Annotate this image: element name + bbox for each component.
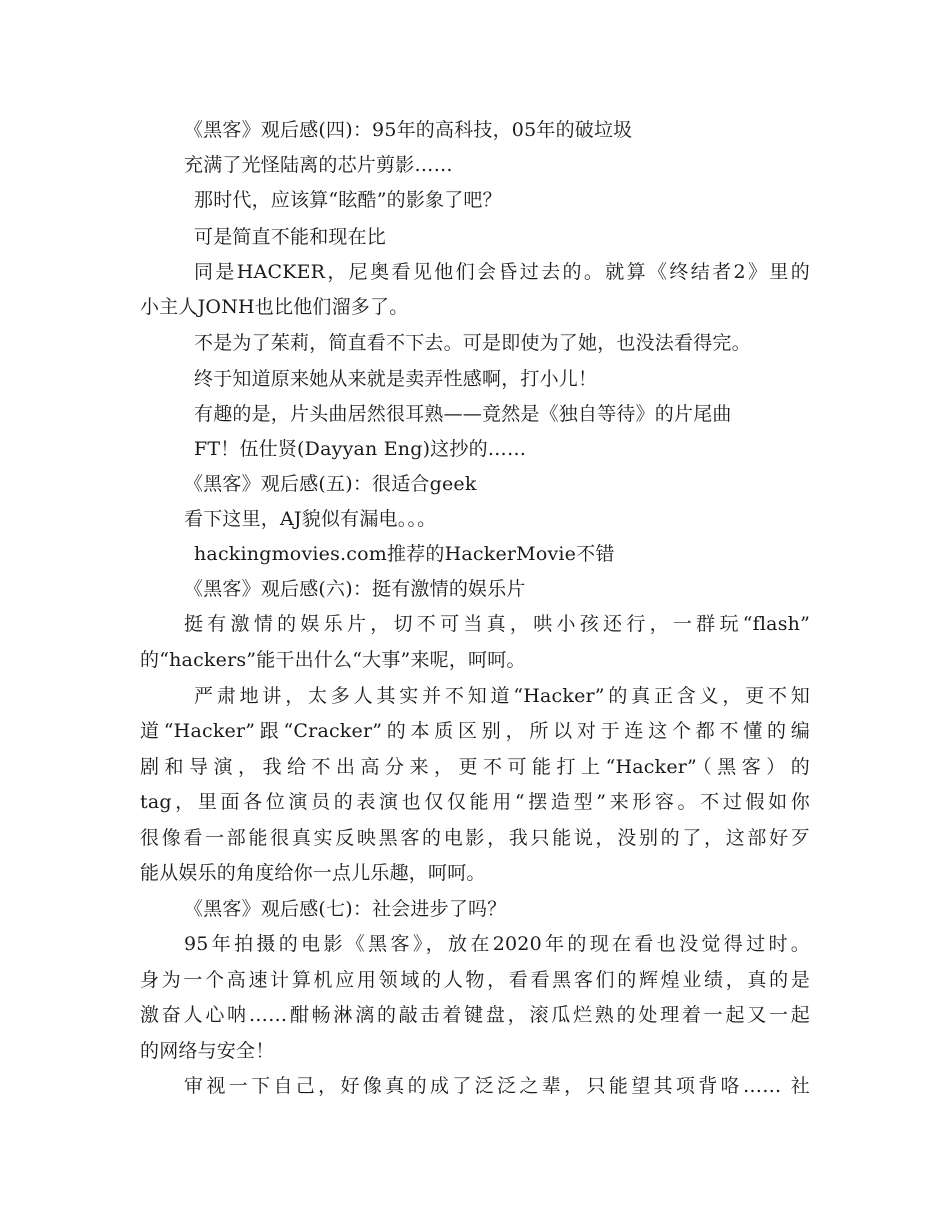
text-line: 审视一下自己，好像真的成了泛泛之辈，只能望其项背咯…… 社 — [184, 1075, 810, 1097]
section-heading: 《黑客》观后感(五)：很适合geek — [184, 473, 477, 495]
text-line: 95年拍摄的电影《黑客》，放在2020年的现在看也没觉得过时。 — [184, 933, 810, 955]
text-line: 激奋人心呐……酣畅淋漓的敲击着键盘，滚瓜烂熟的处理着一起又一起 — [140, 1004, 810, 1026]
text-line: 挺有激情的娱乐片，切不可当真，哄小孩还行，一群玩“flash” — [184, 613, 810, 635]
text-line: 终于知道原来她从来就是卖弄性感啊，打小儿！ — [194, 368, 598, 390]
text-line: 可是简直不能和现在比 — [194, 226, 387, 248]
text-line: 严肃地讲，太多人其实并不知道“Hacker”的真正含义，更不知 — [194, 685, 810, 707]
text-line: 同是HACKER，尼奥看见他们会昏过去的。就算《终结者2》里的 — [194, 261, 810, 283]
text-line: 小主人JONH也比他们溜多了。 — [140, 296, 409, 318]
text-line: 充满了光怪陆离的芯片剪影…… — [184, 154, 453, 176]
text-line: hackingmovies.com推荐的HackerMovie不错 — [194, 543, 615, 565]
section-heading: 《黑客》观后感(七)：社会进步了吗？ — [184, 898, 507, 920]
text-line: 身为一个高速计算机应用领域的人物，看看黑客们的辉煌业绩，真的是 — [140, 969, 810, 991]
section-heading: 《黑客》观后感(四)：95年的高科技，05年的破垃圾 — [184, 119, 633, 141]
text-line: 的网络与安全！ — [140, 1040, 275, 1062]
text-line: 剧和导演，我给不出高分来，更不可能打上“Hacker”（黑客）的 — [140, 756, 810, 778]
text-line: 有趣的是，片头曲居然很耳熟——竟然是《独自等待》的片尾曲 — [194, 403, 732, 425]
text-line: FT！伍仕贤(Dayyan Eng)这抄的…… — [194, 438, 527, 460]
text-line: 能从娱乐的角度给你一点儿乐趣，呵呵。 — [140, 862, 486, 884]
text-line: tag，里面各位演员的表演也仅仅能用“摆造型”来形容。不过假如你 — [140, 791, 810, 813]
text-line: 道“Hacker”跟“Cracker”的本质区别，所以对于连这个都不懂的编 — [140, 720, 810, 742]
text-line: 很像看一部能很真实反映黑客的电影，我只能说，没别的了，这部好歹 — [140, 827, 810, 849]
text-line: 看下这里，AJ貌似有漏电。。。 — [184, 508, 437, 530]
text-line: 的“hackers”能干出什么“大事”来呢，呵呵。 — [140, 649, 526, 671]
text-line: 那时代，应该算“眩酷”的影象了吧？ — [194, 189, 502, 211]
text-line: 不是为了茱莉，简直看不下去。可是即使为了她，也没法看得完。 — [194, 332, 751, 354]
section-heading: 《黑客》观后感(六)：挺有激情的娱乐片 — [184, 578, 526, 600]
